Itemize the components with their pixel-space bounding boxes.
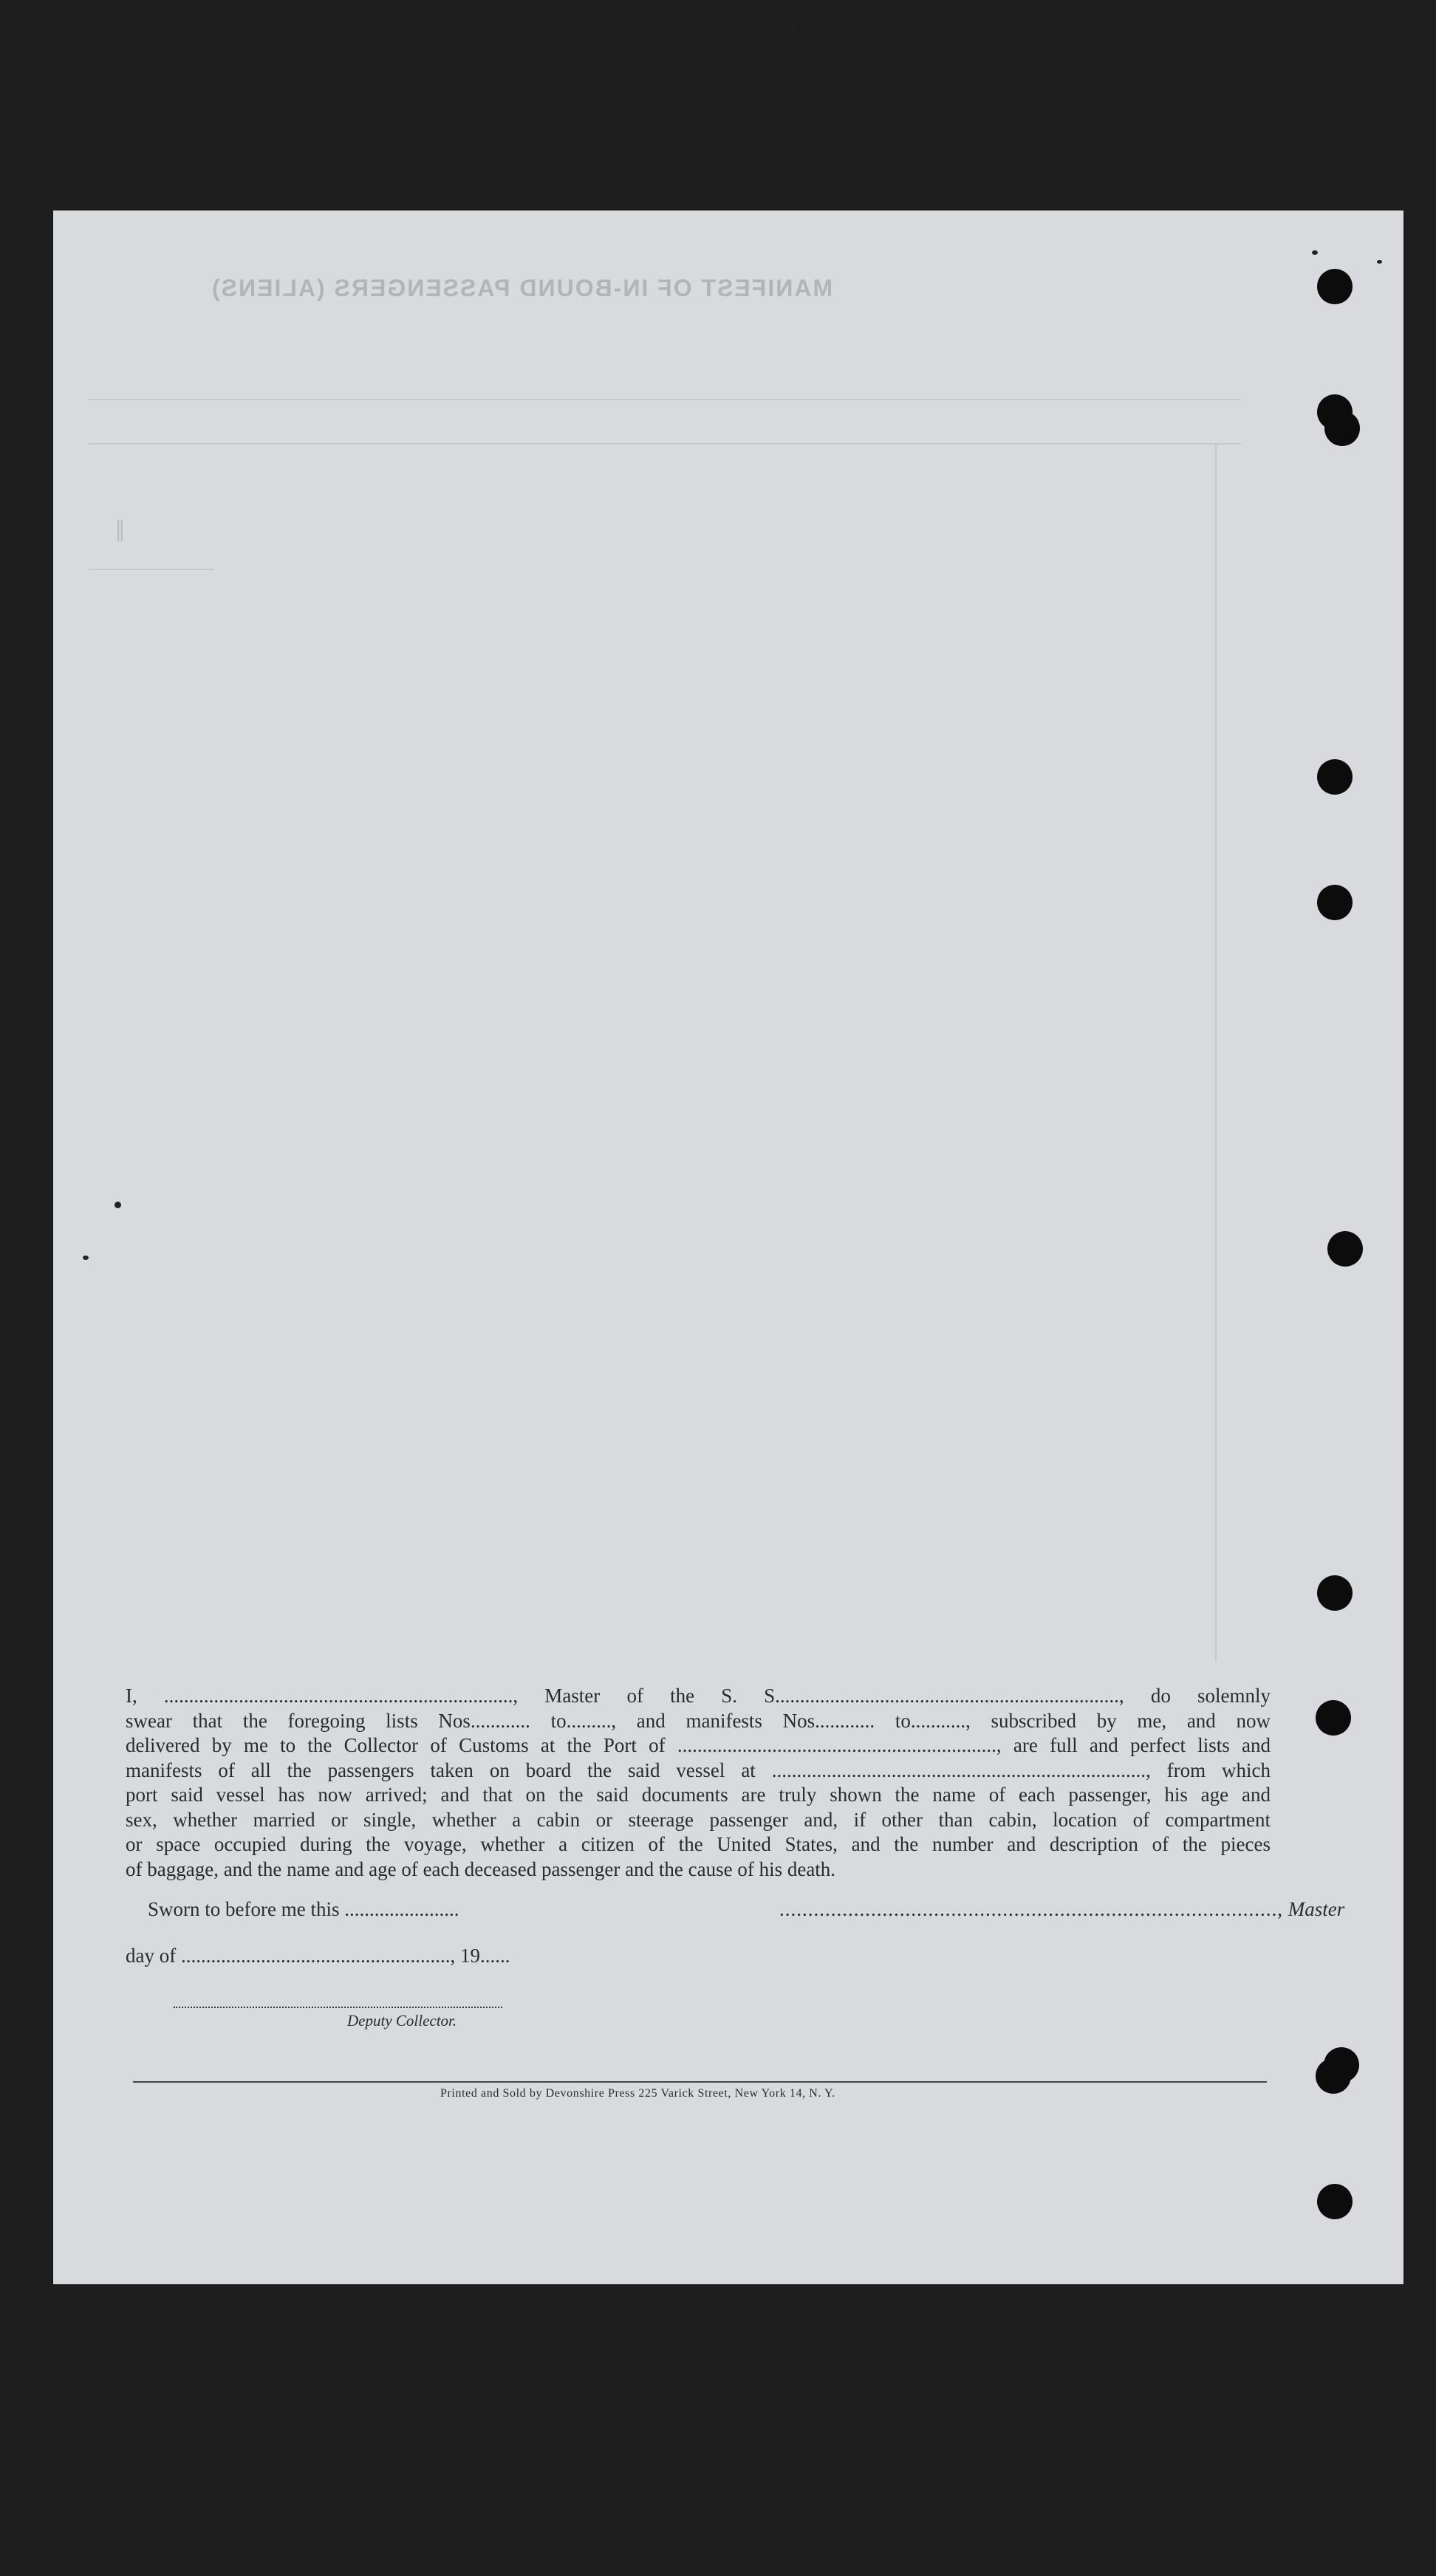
- manifest-page: [53, 210, 1403, 2284]
- deputy-collector-signature-line: [174, 2007, 502, 2008]
- punch-hole: [1317, 759, 1353, 795]
- punch-hole: [1317, 269, 1353, 304]
- bleed-through-rule: [89, 569, 214, 570]
- scan-speck: [788, 28, 797, 31]
- master-signature-line: [779, 1898, 1344, 1921]
- day-of-line: day of ......................................................, 19......: [126, 1945, 510, 1967]
- punch-hole: [1316, 1700, 1351, 1736]
- punch-hole: [1324, 411, 1360, 446]
- oath-paragraph: [126, 1684, 1271, 1882]
- oath-line: or space occupied during the voyage, whether a citizen of the United States, and the number and description of the pieces: [126, 1833, 1271, 1855]
- punch-hole: [1317, 2184, 1353, 2219]
- oath-line: delivered by me to the Collector of Customs at the Port of ................................................................, are full and perfect lists and: [126, 1734, 1271, 1756]
- master-signature-blank: .......................................................................................,: [779, 1898, 1283, 1920]
- punch-hole: [1317, 885, 1353, 920]
- oath-line: port said vessel has now arrived; and that on the said documents are truly shown the name of each passenger, his age and: [126, 1784, 1271, 1806]
- scan-speck: [114, 1202, 121, 1208]
- oath-line: manifests of all the passengers taken on board the said vessel at ..........................................................................., from which: [126, 1758, 1271, 1781]
- bleed-through-mark: ∥: [114, 518, 126, 542]
- sworn-to-line: Sworn to before me this .......................: [148, 1898, 459, 1920]
- oath-line: sex, whether married or single, whether a cabin or steerage passenger and, if other than cabin, location of compartment: [126, 1808, 1271, 1831]
- bleed-through-rule: [89, 399, 1241, 400]
- bleed-through-title: MANIFEST OF IN-BOUND PASSENGERS (ALIENS): [211, 275, 833, 301]
- oath-line: swear that the foregoing lists Nos............ to........., and manifests Nos............ to..........., subscribed by me, and now: [126, 1709, 1271, 1732]
- deputy-collector-label: Deputy Collector.: [347, 2012, 457, 2029]
- punch-hole: [1327, 1231, 1363, 1267]
- scan-speck: [1377, 260, 1382, 264]
- bleed-through-rule: [1215, 443, 1217, 1662]
- oath-line: of baggage, and the name and age of each deceased passenger and the cause of his death.: [126, 1857, 836, 1880]
- printer-imprint: Printed and Sold by Devonshire Press 225 Varick Street, New York 14, N. Y.: [440, 2087, 835, 2100]
- footer-rule: [133, 2081, 1267, 2083]
- oath-line: I, ......................................................................, Master of the S. S....................................................................., do solemnly: [126, 1685, 1271, 1707]
- scan-speck: [83, 1256, 89, 1260]
- bleed-through-rule: [89, 443, 1241, 445]
- punch-hole: [1317, 1575, 1353, 1611]
- scan-speck: [1312, 250, 1318, 255]
- master-role-label: Master: [1288, 1898, 1345, 1920]
- punch-hole: [1324, 2047, 1359, 2083]
